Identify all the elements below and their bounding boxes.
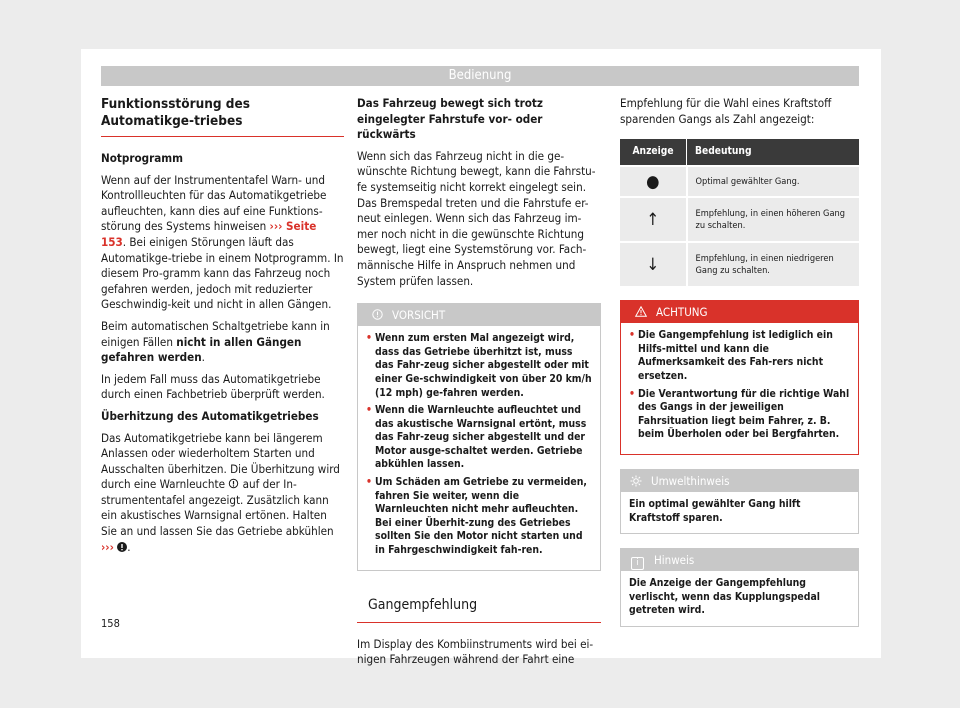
column-3 xyxy=(620,96,859,627)
table-cell: Empfehlung, in einen höheren Gang zu schalten. xyxy=(687,197,860,242)
caution-icon xyxy=(372,309,383,320)
column-1 xyxy=(101,96,344,561)
achtung-item: • Die Gangempfehlung ist lediglich ein Hilfs-mittel und kann die Aufmerksamkeit des Fah-rers nicht ersetzen. xyxy=(629,329,850,383)
chapter-title: Gangempfehlung xyxy=(357,596,601,623)
page-ref-link[interactable]: ››› Seite 153 xyxy=(101,219,317,249)
column-2 xyxy=(357,96,601,674)
paragraph-gangempfehlung: Im Display des Kombiinstruments wird bei ei-nigen Fahrzeugen während der Fahrt eine xyxy=(357,636,594,667)
paragraph-overheat: Das Automatikgetriebe kann bei längerem Anlassen oder wiederholtem Starten und Ausschalten überhitzen. Die Überhitzung wird durch eine Warnleuchte auf der In-strumententafel angezeigt. Zusätzlich kann ein akustisches Warnsignal ertönen. Halten Sie an und lassen Sie das Getriebe abkühlen ››› . xyxy=(101,430,340,554)
table-cell: Empfehlung, in einen niedrigeren Gang zu schalten. xyxy=(687,242,860,286)
achtung-header: ACHTUNG xyxy=(621,301,858,323)
table-header-row xyxy=(620,139,859,166)
page-header: Bedienung xyxy=(101,66,859,86)
paragraph-schaltgetriebe: Beim automatischen Schaltgetriebe kann in einigen Fällen nicht in allen Gängen gefahren werden. xyxy=(101,318,330,365)
gear-table xyxy=(620,139,859,286)
notprogramm-heading: Notprogramm xyxy=(101,151,184,165)
achtung-item: • Die Verantwortung für die richtige Wahl des Gangs in der jeweiligen Fahrsituation liegt beim Fahrer, z. B. beim Überholen oder bei Bergfahrten. xyxy=(629,388,850,442)
hinweis-header: i Hinweis xyxy=(621,549,858,571)
section-title: Funktionsstörung des Automatikge-triebes xyxy=(101,96,344,137)
umwelt-body: Ein optimal gewählter Gang hilft Kraftstoff sparen. xyxy=(629,497,801,524)
warning-light-icon xyxy=(228,478,239,489)
umwelt-header: Umwelthinweis xyxy=(621,470,858,492)
table-row xyxy=(620,242,859,286)
vorsicht-header: VORSICHT xyxy=(358,304,600,326)
environment-icon xyxy=(629,475,643,487)
paragraph-direction: Wenn sich das Fahrzeug nicht in die ge-wünschte Richtung bewegt, kann die Fahrstu-fe systemseitig nicht korrekt eingelegt sein. Das Bremspedal treten und die Fahrstufe er-neut einlegen. Wenn sich das Fahrzeug im-mer noch nicht in die gewünschte Richtung bewegt, liegt eine Systemstörung vor. Fach-männische Hilfe in Anspruch nehmen und System prüfen lassen. xyxy=(357,148,596,288)
arrow-up-icon: ↑ xyxy=(620,197,687,242)
paragraph-fachbetrieb: In jedem Fall muss das Automatikgetriebe durch einen Fachbetrieb überprüft werden. xyxy=(101,371,325,402)
overheat-heading: Überhitzung des Automatikgetriebes xyxy=(101,408,319,423)
vorsicht-box xyxy=(357,303,601,571)
arrow-down-icon: ↓ xyxy=(620,242,687,286)
table-row xyxy=(620,166,859,197)
warning-circle-icon xyxy=(117,542,127,552)
column-header-anzeige: Anzeige xyxy=(620,139,687,166)
umwelt-box xyxy=(620,469,859,534)
page-number: 158 xyxy=(101,617,120,630)
achtung-box xyxy=(620,300,859,455)
paragraph-intro: Empfehlung für die Wahl eines Kraftstoff sparenden Gangs als Zahl angezeigt: xyxy=(620,96,832,126)
table-row xyxy=(620,197,859,242)
vorsicht-body xyxy=(358,326,600,570)
vorsicht-item: • Um Schäden am Getriebe zu vermeiden, fahren Sie weiter, wenn die Warnleuchten nicht mehr aufleuchten. Bei einer Überhit-zung des Getriebes sollten Sie den Motor nicht starten und in Fahrgeschwindigkeit fah-ren. xyxy=(366,476,592,558)
warning-triangle-icon xyxy=(635,306,647,317)
achtung-body xyxy=(621,323,858,454)
hinweis-box xyxy=(620,548,859,627)
column-header-bedeutung: Bedeutung xyxy=(687,139,860,166)
vorsicht-item: • Wenn zum ersten Mal angezeigt wird, dass das Getriebe überhitzt ist, muss das Fahr-zeug sicher abgestellt oder mit einer Ge-schwindigkeit von über 20 km/h (12 mph) ge-fahren werden. xyxy=(366,332,592,400)
direction-heading: Das Fahrzeug bewegt sich trotz eingelegter Fahrstufe vor- oder rückwärts xyxy=(357,96,543,142)
vorsicht-item: • Wenn die Warnleuchte aufleuchtet und das akustische Warnsignal ertönt, muss das Fahr-zeug sicher abgestellt und der Motor ausge-schaltet werden. Getriebe abkühlen lassen. xyxy=(366,404,592,472)
paragraph-notprogramm: Wenn auf der Instrumententafel Warn- und Kontrollleuchten für das Automatikgetriebe aufleuchten, kann dies auf eine Funktions-störung des Systems hinweisen ››› Seite 153. Bei einigen Störungen läuft das Automatikge-triebe in einem Notprogramm. In diesem Pro-gramm kann das Fahrzeug noch gefahren werden, jedoch mit reduzierter Geschwindig-keit und nicht in allen Gängen. xyxy=(101,172,344,312)
hinweis-body: Die Anzeige der Gangempfehlung verlischt, wenn das Kupplungspedal getreten wird. xyxy=(629,577,820,617)
optimal-gear-icon: ● xyxy=(620,166,687,197)
info-icon: i xyxy=(631,557,644,570)
table-cell: Optimal gewählter Gang. xyxy=(687,166,860,197)
more-link[interactable]: ››› xyxy=(101,539,114,554)
